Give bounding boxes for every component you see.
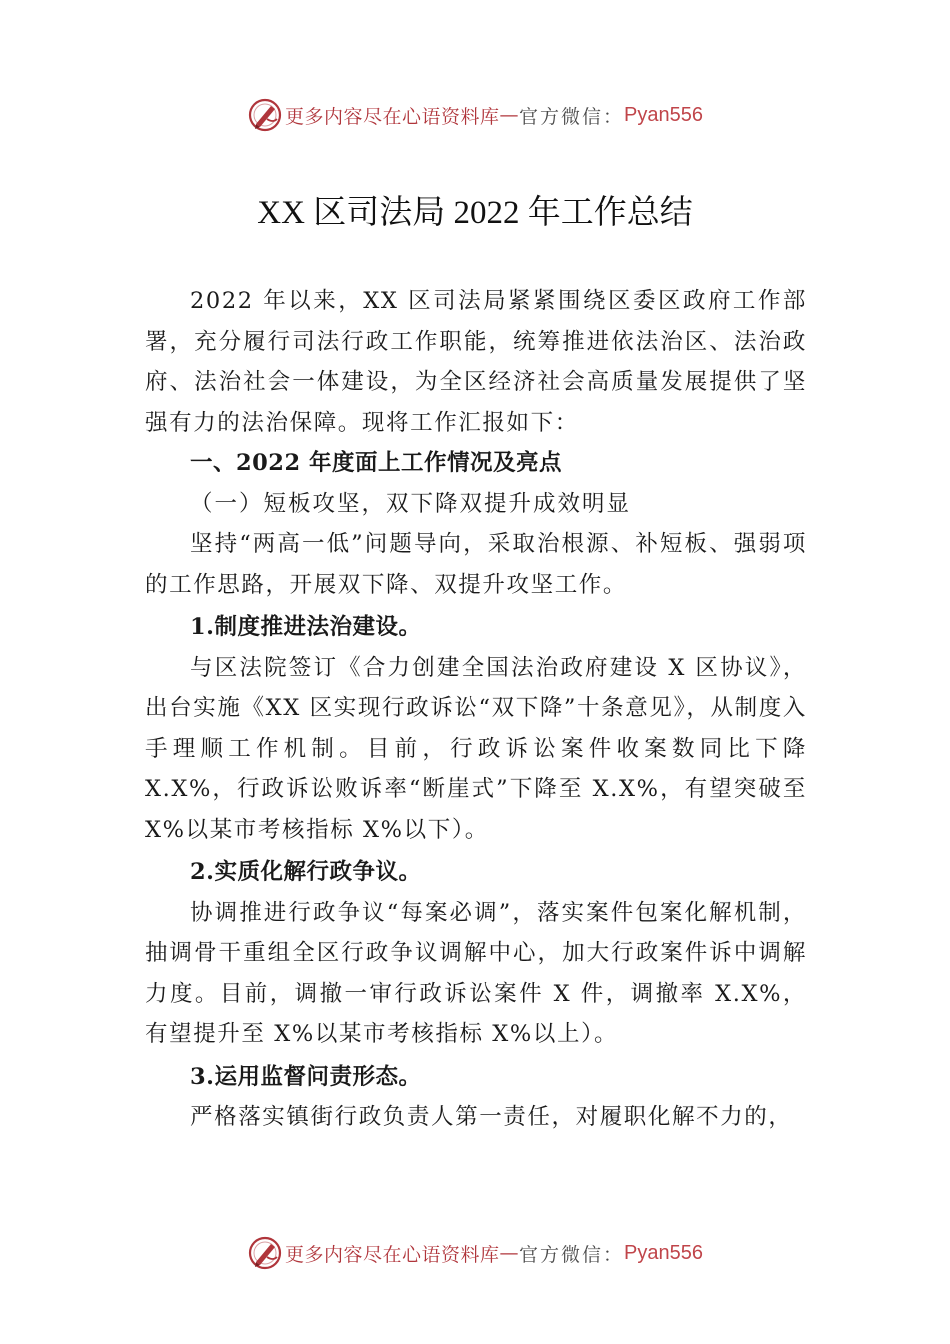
item-paragraph-3: 严格落实镇街行政负责人第一责任，对履职化解不力的， (190, 1104, 793, 1130)
watermark-header (0, 95, 950, 135)
watermark-dash: — (499, 1242, 520, 1264)
watermark-dash: — (499, 104, 520, 126)
item-paragraph-2: 协调推进行政争议“每案必调”，落实案件包案化解机制，抽调骨干重组全区行政争议调解中心，加大行政案件诉中调解力度。目前，调撤一审行政诉讼案件 X 件，调撤率 X.X%，有望提升至 X%以某市考核指标 X%以上）。 (145, 899, 807, 1047)
watermark-wechat-id: Pyan556 (624, 103, 703, 126)
document-body (145, 281, 807, 1138)
watermark-label: 官方微信： (519, 1243, 625, 1266)
watermark-wechat-id: Pyan556 (624, 1241, 703, 1264)
item-heading-3: 3.运用监督问责形态。 (190, 1063, 422, 1090)
section-heading: 一、2022 年度面上工作情况及亮点 (190, 450, 562, 476)
watermark-main-text: 更多内容尽在心语资料库 (285, 105, 500, 128)
watermark-label: 官方微信： (519, 105, 625, 128)
subsection-heading: （一）短板攻坚，双下降双提升成效明显 (190, 490, 632, 517)
subsection-paragraph: 坚持“两高一低”问题导向，采取治根源、补短板、强弱项的工作思路，开展双下降、双提升攻坚工作。 (145, 531, 807, 598)
intro-paragraph: 2022 年以来，XX 区司法局紧紧围绕区委区政府工作部署，充分履行司法行政工作职能，统筹推进依法治区、法治政府、法治社会一体建设，为全区经济社会高质量发展提供了坚强有力的法治保障。现将工作汇报如下： (145, 288, 807, 436)
document-title: XX 区司法局 2022 年工作总结 (257, 195, 693, 231)
pen-logo-icon (247, 1235, 283, 1271)
item-heading-1: 1.制度推进法治建设。 (190, 614, 422, 640)
pen-logo-icon (247, 97, 283, 133)
watermark-main-text: 更多内容尽在心语资料库 (285, 1243, 500, 1266)
item-paragraph-1: 与区法院签订《合力创建全国法治政府建设 X 区协议》，出台实施《XX 区实现行政诉讼“双下降”十条意见》，从制度入手理顺工作机制。目前，行政诉讼案件收案数同比下降 X.X%，行政诉讼败诉率“断崖式”下降至 X.X%，有望突破至 X%以某市考核指标 X%以下）。 (145, 654, 807, 843)
watermark-footer (0, 1233, 950, 1273)
item-heading-2: 2.实质化解行政争议。 (190, 859, 422, 885)
